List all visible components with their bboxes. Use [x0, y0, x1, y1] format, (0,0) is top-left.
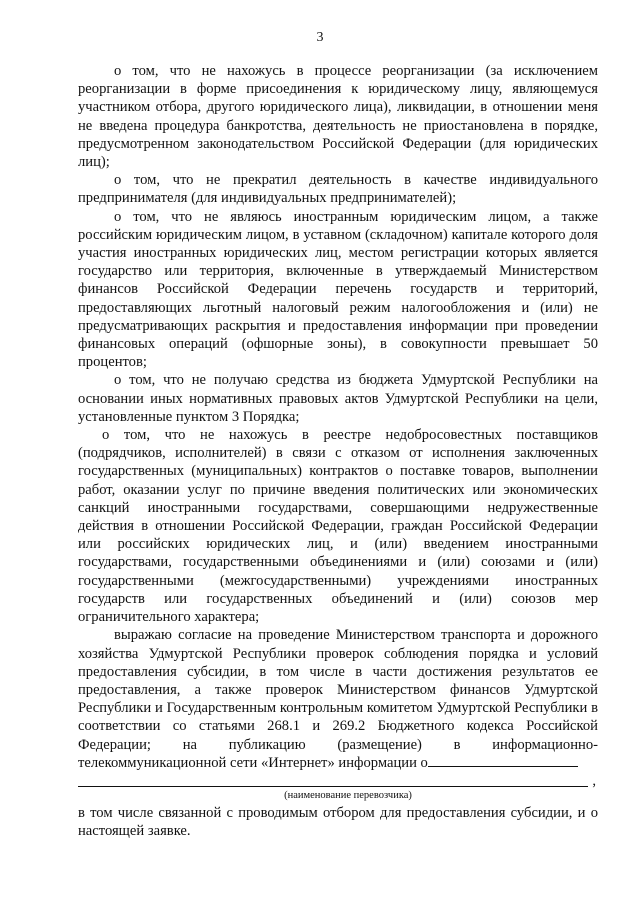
carrier-name-blank-inline: [428, 754, 578, 767]
document-body: [78, 62, 598, 840]
carrier-name-line-row: [78, 772, 598, 788]
line-comma: ,: [592, 772, 596, 789]
paragraph-final: в том числе связанной с проводимым отбором для предоставления субсидии, и о настоящей заявке.: [78, 804, 598, 840]
paragraph-unfair-suppliers: о том, что не нахожусь в реестре недобросовестных поставщиков (подрядчиков, исполнителей) в связи с отказом от исполнения заключенных государственных (муниципальных) контрактов о поставке товаров, выполнении работ, оказании услуг по причине введения политических или экономических санкций иностранными государствами, совершающими недружественные действия в отношении Российской Федерации, граждан Российской Федерации или российских юридических лиц, и (или) введением иностранными государствами, государственными объединениями и (или) союзами и (или) государственными (межгосударственными) учреждениями иностранных государств или государственных объединений и (или) союзов мер ограничительного характера;: [78, 427, 598, 626]
paragraph-reorganization: о том, что не нахожусь в процессе реорганизации (за исключением реорганизации в форме присоединения к юридическому лицу, являющемуся участником отбора, другого юридического лица), ликвидации, в отношении меня не введена процедура банкротства, деятельность не приостановлена в порядке, предусмотренном законодательством Российской Федерации (для юридических лиц);: [78, 63, 598, 171]
paragraph-consent: [78, 626, 598, 772]
paragraph-entrepreneur: о том, что не прекратил деятельность в качестве индивидуального предпринимателя (для индивидуальных предпринимателей);: [78, 172, 598, 207]
consent-text: выражаю согласие на проведение Министерством транспорта и дорожного хозяйства Удмуртской Республики проверок соблюдения порядка и условий предоставления субсидии, в том числе в части достижения результатов ее предоставления, а также проверок Министерством финансов Удмуртской Республики и Государственным контрольным комитетом Удмуртской Республики в соответствии со статьями 268.1 и 269.2 Бюджетного кодекса Российской Федерации; на публикацию (размещение) в информационно-телекоммуникационной сети «Интернет» информации о: [78, 627, 598, 771]
paragraph-budget-funds: о том, что не получаю средства из бюджета Удмуртской Республики на основании иных нормативных правовых актов Удмуртской Республики на цели, установленные пунктом 3 Порядка;: [78, 372, 598, 425]
carrier-name-blank-line: [78, 772, 588, 787]
paragraph-foreign-entity: о том, что не являюсь иностранным юридическим лицом, а также российским юридическим лицом, в уставном (складочном) капитале которого доля участия иностранных юридических лиц, местом регистрации которых является государство или территория, включенные в утверждаемый Министерством финансов Российской Федерации перечень государств и территорий, предоставляющих льготный налоговый режим налогообложения и (или) не предусматривающих раскрытия и предоставления информации при проведении финансовых операций (офшорные зоны), в совокупности превышает 50 процентов;: [78, 208, 598, 371]
carrier-name-caption: (наименование перевозчика): [284, 789, 412, 801]
page-number: 3: [316, 30, 324, 45]
